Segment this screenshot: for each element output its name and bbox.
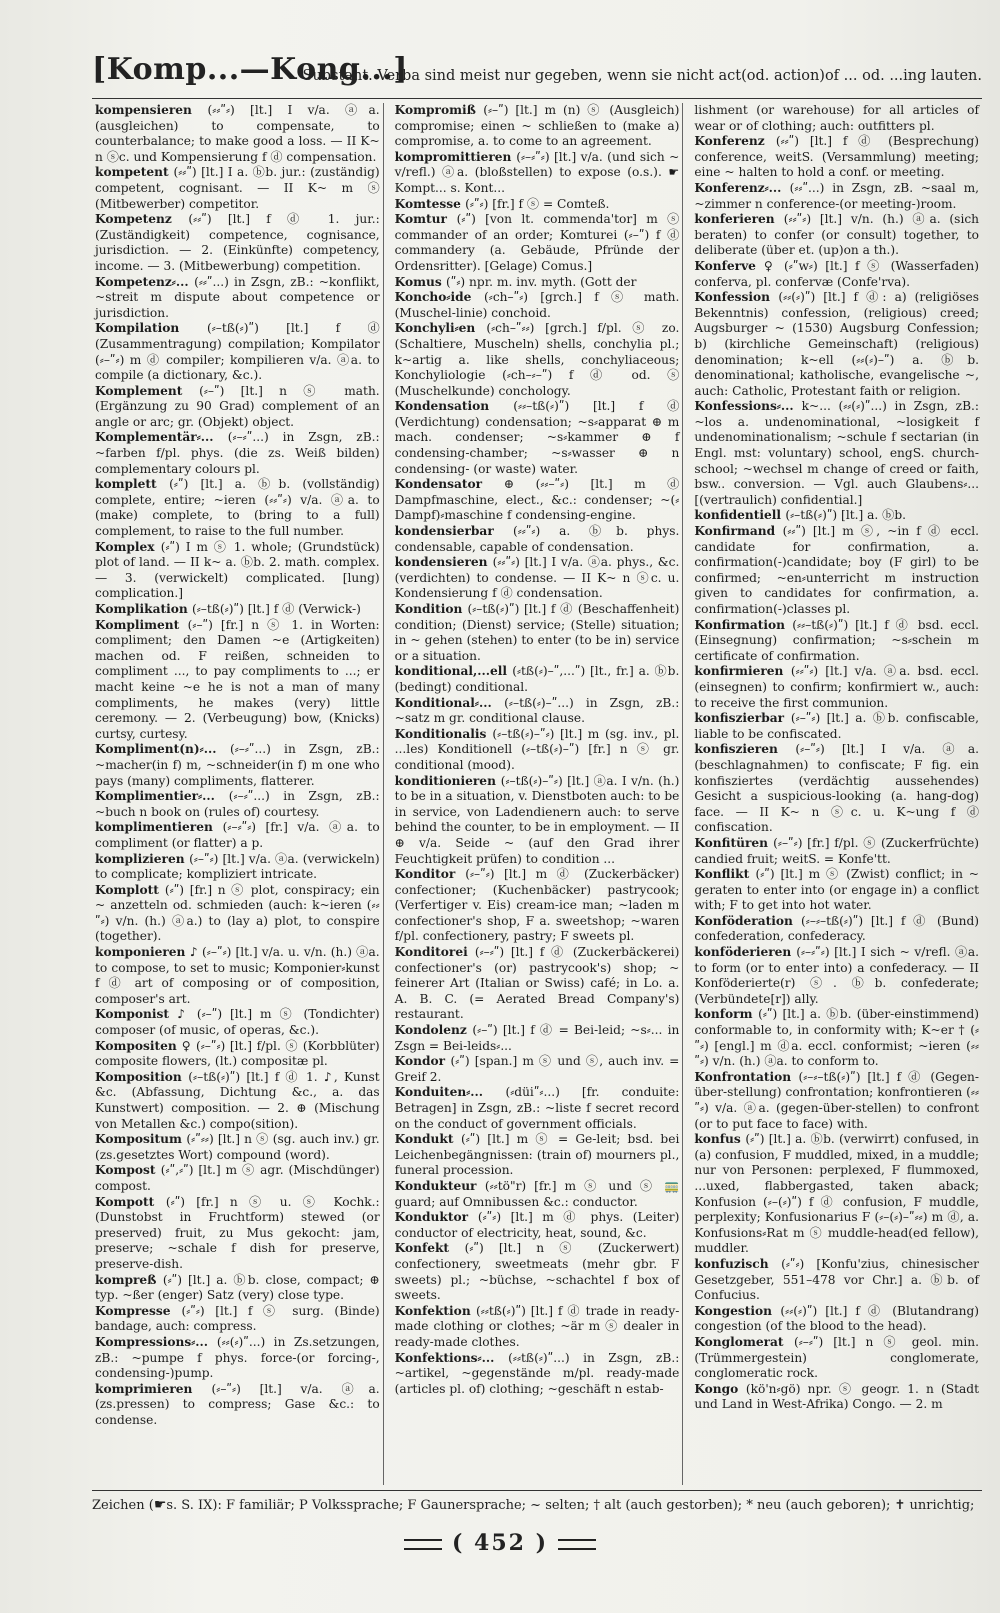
dictionary-entry — [395, 945, 680, 1023]
entry-headword: Kondition — [394, 602, 463, 616]
dictionary-entry — [95, 384, 380, 431]
dictionary-entry — [395, 1304, 680, 1351]
dictionary-entry — [395, 1132, 680, 1179]
entry-definition: (⸗düiʺ⸗...) [fr. conduite: Betragen] in Zsgn, zB.: ~liste f secret record on the conduct of government officials. — [394, 1085, 680, 1131]
entry-headword: Kompott — [95, 1194, 155, 1209]
entry-headword: konföderieren — [694, 945, 792, 960]
entry-headword: Kondukteur — [394, 1178, 477, 1193]
entry-headword: Kompilation — [95, 321, 180, 336]
entry-headword: Konditional⸗... — [394, 695, 492, 710]
entry-definition: (⸗⸗ʺ⸗) [lt.] I v/a. ⓐa. (ausgleichen) to compensate, to counterbalance; to make good a loss. — II K~ n ⓢc. und Kompensierung f ⓓ compensation. — [95, 103, 380, 164]
dictionary-entry — [694, 103, 979, 134]
dictionary-entry — [395, 867, 680, 945]
entry-headword: komprimieren — [95, 1381, 193, 1396]
entry-definition: (⸗ʺ) [lt.] m ⓢ = Ge-leit; bsd. bei Leichenbegängnissen: (train of) mourners pl., funeral procession. — [394, 1132, 680, 1178]
dictionary-entry — [694, 1132, 979, 1257]
entry-headword: Kompost — [95, 1163, 156, 1178]
entry-definition: (⸗⸗(⸗)ʺ) [lt.] f ⓓ (Blutandrang) congestion (of the blood to the head). — [694, 1303, 980, 1334]
entry-definition: (⸗–tß(⸗)ʺ) [lt.] f ⓓ (Zusammentragung) compilation; Kompilator (⸗–ʺ⸗) m ⓓ compiler; kompilieren v/a. ⓐa. to compile (a dictionary, &c.). — [95, 321, 380, 383]
entry-headword: konform — [694, 1007, 753, 1022]
dictionary-entry — [395, 290, 680, 321]
entry-headword: komponieren — [95, 945, 186, 960]
dictionary-entry — [395, 1054, 680, 1085]
page-number-ornament-right — [558, 1539, 596, 1550]
dictionary-entry — [395, 275, 680, 291]
entry-definition: (⸗ʺ) [lt.] a. ⓑb. close, compact; ⊕ typ. ~ßer (enger) Satz (very) close type. — [95, 1272, 380, 1303]
page-number-block — [0, 1530, 1000, 1556]
entry-headword: kompreß — [95, 1272, 157, 1287]
entry-definition: (⸗⸗ʺ⸗) [lt.] v/a. ⓐa. bsd. eccl. (einsegnen) to confirm; konfirmiert w., auch: to receive the first communion. — [694, 664, 980, 710]
dictionary-entry — [694, 181, 979, 212]
entry-headword: Kompliment(n)⸗... — [95, 742, 217, 757]
dictionary-entry — [395, 321, 680, 399]
entry-definition: (⸗–tß(⸗)ʺ) [lt.] f ⓓ (Beschaffenheit) condition; (Dienst) service; (Stelle) situation; in ~ gehen (stehen) to enter (to be in) service or a situation. — [394, 602, 680, 663]
entry-headword: konfidentiell — [694, 508, 782, 523]
dictionary-entry — [95, 1007, 380, 1038]
entry-headword: Kompetenz — [95, 212, 172, 227]
dictionary-entry — [694, 1070, 979, 1132]
entry-definition: (⸗–tß(⸗)–ʺ⸗) [lt.] ⓐa. I v/n. (h.) to be in a situation, v. Dienstboten auch: to be in service, von Ladendienern auch: to serve behind the counter, to be in employment. — II ⊕ v/a. Seide ~ (auf den Grad ihrer Feuchtigkeit prüfen) to condition ... — [394, 773, 680, 866]
entry-headword: konditional,...ell — [394, 664, 508, 679]
entry-headword: Konfirmation — [694, 617, 785, 632]
entry-headword: Konföderation — [694, 913, 793, 928]
entry-headword: Konferenz⸗... — [694, 180, 782, 195]
entry-definition: (⸗⸗ʺ) [lt.] f ⓓ 1. jur.: (Zuständigkeit) competence, cognisance, jurisdiction. — 2. (Einkünfte) competency, income. — 3. (Mitbewerbung) competition. — [95, 212, 380, 273]
entry-definition: (⸗–⸗–tß(⸗)ʺ) [lt.] f ⓓ (Gegen-über-stellung) confrontation; konfrontieren (⸗⸗ʺ⸗) v/a. ⓐa. (gegen-über-stellen) to confront (or to put face to face) with. — [694, 1069, 980, 1131]
dictionary-entry — [694, 1007, 979, 1069]
dictionary-entry — [694, 399, 979, 508]
entry-headword: Komplimentier⸗... — [95, 789, 215, 804]
entry-headword: kompromittieren — [394, 149, 512, 164]
column-right — [691, 103, 982, 1485]
dictionary-entry — [395, 197, 680, 213]
entry-definition: (⸗⸗tß(⸗)ʺ...) in Zsgn, zB.: ~artikel, ~gegenstände m/pl. ready-made (articles pl. of) clothing; ~geschäft n estab- — [394, 1350, 680, 1396]
dictionary-entry — [694, 524, 979, 618]
entry-headword: Komus — [394, 274, 442, 289]
dictionary-entry — [95, 1304, 380, 1335]
entry-headword: Kondensator — [394, 477, 483, 492]
entry-definition: (⸗–ʺ⸗) [fr.] f/pl. ⓢ (Zuckerfrüchte) candied fruit; weitS. = Konfe'tt. — [694, 835, 980, 866]
dictionary-entry — [95, 1039, 380, 1070]
dictionary-entry — [694, 508, 979, 524]
entry-headword: Konditor — [394, 867, 456, 882]
entry-definition: (⸗⸗ʺ...) in Zsgn, zB.: ~konflikt, ~streit m dispute about competence or jurisdiction. — [95, 274, 380, 320]
entry-definition: lishment (or warehouse) for all articles of wear or of clothing; auch: outfitters pl. — [694, 103, 980, 133]
entry-headword: Komtur — [394, 212, 447, 227]
entry-definition: (⸗–⸗ʺ) [lt.] f ⓓ (Zuckerbäckerei) confectioner's (or) pastrycook's) shop; ~ feinerer Art (Italian or Swiss) café; in Lo. a. A. B. C. (= Aerated Bread Company's) restaurant. — [394, 945, 680, 1022]
entry-definition: (⸗ʺ) [lt.] a. ⓑb. (verwirrt) confused, in (a) confusion, F muddled, mixed, in a muddle; nur von Personen: perplexed, F flummoxed, ...uxed, flabbergasted, taken aback; Konfusion (⸗–(⸗)ʺ) f ⓓ confusion, F muddle, perplexity; Konfusionarius F (⸗–(⸗)–ʺ⸗⸗) m ⓓ, a. Konfusions⸗Rat m ⓢ muddle-head(ed fellow), muddler. — [694, 1132, 980, 1256]
footer-divider — [92, 1490, 982, 1491]
entry-definition: (⸗ʺ,⸗ʺ) [lt.] m ⓢ agr. (Mischdünger) compost. — [95, 1163, 380, 1193]
entry-definition: (⸗ʺ) [fr.] n ⓢ plot, conspiracy; ein ~ anzetteln od. schmieden (auch: k~ieren (⸗⸗ʺ⸗) v/n. (h.) ⓐa.) to (lay a) plot, to conspire (together). — [95, 882, 380, 944]
dictionary-entry — [95, 1335, 380, 1382]
entry-headword: Konditorei — [394, 945, 468, 960]
entry-definition: (⸗–ʺ) [lt.] f ⓓ = Bei-leid; ~s⸗... in Zsgn = Bei-leids⸗... — [394, 1023, 680, 1053]
entry-definition: (⸗–⸗ʺ...) in Zsgn, zB.: ~macher(in f) m, ~schneider(in f) m one who pays (many) compliments, flatterer. — [95, 742, 380, 788]
entry-headword: Konduiten⸗... — [394, 1085, 484, 1100]
entry-headword: Kongestion — [694, 1303, 773, 1318]
entry-definition: ♀ (⸗ʺw⸗) [lt.] f ⓢ (Wasserfaden) conferva, pl. confervæ (Confe'rva). — [694, 258, 980, 289]
dictionary-entry — [95, 212, 380, 274]
entry-headword: Konfessions⸗... — [694, 399, 794, 414]
entry-definition: (⸗⸗ʺ...) in Zsgn, zB. ~saal m, ~zimmer n conference-(or meeting-)room. — [694, 180, 979, 211]
entry-headword: komplizieren — [95, 851, 185, 866]
dictionary-entry — [395, 103, 680, 150]
dictionary-entry — [395, 1351, 680, 1398]
dictionary-entry — [95, 852, 380, 883]
column-middle — [392, 103, 684, 1485]
entry-definition: (⸗–tß(⸗)–ʺ⸗) [lt.] m (sg. inv., pl. ...les) Konditionell (⸗–tß(⸗)–ʺ) [fr.] n ⓢ gr. conditional (mood). — [394, 726, 680, 772]
dictionary-entry — [694, 664, 979, 711]
dictionary-entry — [694, 1304, 979, 1335]
entry-definition: (⸗⸗–tß(⸗)ʺ) [lt.] f ⓓ bsd. eccl. (Einsegnung) confirmation; ~s⸗schein m certificate of confirmation. — [694, 617, 980, 663]
entry-headword: Konfektion — [394, 1303, 471, 1318]
entry-headword: Konferenz — [694, 134, 765, 149]
entry-headword: komplett — [95, 477, 157, 492]
dictionary-entry — [95, 1070, 380, 1132]
dictionary-entry — [95, 742, 380, 789]
dictionary-entry — [95, 275, 380, 322]
dictionary-entry — [95, 477, 380, 539]
entry-headword: Konfirmand — [694, 524, 776, 539]
dictionary-entry — [694, 134, 979, 181]
entry-definition: (⸗ʺ) [von lt. commenda'tor] m ⓢ commander of an order; Komturei (⸗–ʺ) f ⓓ commandery (a. Gebäude, Pfründe der Ordensritter). [Gelage) Comus.] — [394, 212, 680, 273]
entry-headword: kompensieren — [95, 103, 192, 117]
entry-definition: (⸗⸗ʺ⸗) a. ⓑb. phys. condensable, capable of condensation. — [394, 524, 680, 554]
entry-definition: (⸗ch–ʺ⸗) [grch.] f ⓢ math. (Muschel-linie) conchoid. — [394, 290, 680, 320]
dictionary-entry — [95, 945, 380, 1007]
dictionary-entry — [694, 914, 979, 945]
dictionary-entry — [95, 883, 380, 945]
entry-definition: (⸗ʺ) [span.] m ⓢ und ⓢ, auch inv. = Greif 2. — [394, 1054, 680, 1084]
dictionary-entry — [395, 150, 680, 197]
dictionary-entry — [95, 103, 380, 165]
entry-headword: Kondukt — [394, 1132, 454, 1147]
entry-headword: Kongo — [694, 1381, 739, 1396]
entry-definition: (⸗–ʺ) [fr.] n ⓢ 1. in Worten: compliment; den Damen ~e (Artigkeiten) machen od. F reißen, schneiden to compliment ..., to pay compliments to ...; er macht keine ~e he is not a man of many compliments, he makes (very) little ceremony. — 2. (Verbeugung) bow, (Knicks) curtsy, curtesy. — [95, 617, 380, 741]
entry-headword: konfiszierbar — [694, 711, 785, 726]
dictionary-entry — [95, 820, 380, 851]
dictionary-entry — [395, 212, 680, 274]
entry-definition: (ʺ⸗) npr. m. inv. myth. (Gott der — [446, 274, 637, 289]
entry-headword: Kompressions⸗... — [95, 1334, 209, 1349]
entry-definition: (⸗ʺ⸗) [lt.] f ⓢ surg. (Binde) bandage, auch: compress. — [95, 1303, 380, 1334]
entry-headword: Komplex — [95, 539, 155, 554]
entry-definition: (⸗⸗ʺ⸗) [lt.] I v/a. ⓐa. phys., &c. (verdichten) to condense. — II K~ n ⓢc. u. Kondensierung f ⓓ condensation. — [394, 555, 680, 601]
page-number: ( 452 ) — [451, 1530, 549, 1556]
entry-headword: Komtesse — [394, 196, 461, 211]
entry-definition: (⸗–⸗ʺ⸗) [fr.] v/a. ⓐa. to compliment (or flatter) a p. — [95, 820, 380, 850]
dictionary-entry — [395, 602, 680, 664]
dictionary-entry — [694, 1335, 979, 1382]
entry-headword: komplimentieren — [95, 820, 213, 835]
dictionary-entry — [395, 1179, 680, 1210]
entry-headword: Kondensation — [394, 399, 490, 414]
entry-definition: (⸗⸗ʺ) [lt.] m ⓢ, ~in f ⓓ eccl. candidate for confirmation, a. confirmation(-)candidate; boy (F girl) to be confirmed; ~en⸗unterricht m instruction given to candidates for confirmation, a. confirmation(-)classes pl. — [694, 524, 980, 616]
dictionary-entry — [395, 555, 680, 602]
dictionary-entry — [95, 1195, 380, 1273]
entry-headword: Konfektions⸗... — [394, 1350, 495, 1365]
legend-prefix: Zeichen ( — [92, 1498, 154, 1513]
entry-definition: (⸗ʺ) [lt.] m ⓢ (Zwist) conflict; in ~ geraten to enter into (or engage in) a conflict with; F to get into hot water. — [694, 867, 980, 913]
entry-headword: Kompetenz⸗... — [95, 274, 189, 289]
entry-headword: kondensierbar — [394, 524, 494, 539]
entry-definition: (⸗ʺ) I m ⓢ 1. whole; (Grundstück) plot of land. — II k~ a. ⓑb. 2. math. complex. — 3. (verwickelt) complicated. [lung) complication.] — [95, 539, 380, 601]
legend-text: s. S. IX): F familiär; P Volkssprache; F Gaunersprache; ~ selten; † alt (auch gestorben); * neu (auch geboren); ✝ unrichtig; — [166, 1498, 975, 1513]
entry-headword: Komplikation — [95, 602, 188, 616]
entry-definition: (⸗–⸗ʺ...) in Zsgn, zB.: ~buch n book on (rules of) courtesy. — [95, 789, 380, 819]
dictionary-entry — [395, 477, 680, 524]
entry-definition: (⸗–tß(⸗)ʺ) [lt.] f ⓓ (Verwick-) — [191, 602, 361, 616]
entry-definition: (⸗–tß(⸗)ʺ) [lt.] f ⓓ 1. ♪, Kunst &c. (Abfassung, Dichtung &c., a. das Kunstwert) composition. — 2. ⊕ (Mischung von Metallen &c.) compo(sition). — [95, 1069, 380, 1131]
entry-definition: (⸗⸗–tß(⸗)ʺ) [lt.] f ⓓ (Verdichtung) condensation; ~s⸗apparat ⊕ m mach. condenser; ~s⸗kammer ⊕ f condensing-chamber; ~s⸗wasser ⊕ n condensing- (or waste) water. — [394, 399, 680, 476]
dictionary-entry — [395, 1210, 680, 1241]
dictionary-entry — [95, 1132, 380, 1163]
entry-headword: Konglomerat — [694, 1334, 784, 1349]
entry-definition: (⸗⸗ʺ⸗) [lt.] v/n. (h.) ⓐa. (sich beraten) to confer (or consult) together, to deliberate (über et. (up)on a th.). — [694, 212, 980, 258]
entry-headword: kondensieren — [394, 555, 488, 570]
entry-headword: Kompresse — [95, 1303, 171, 1318]
dictionary-entry — [694, 711, 979, 742]
dictionary-entry — [694, 867, 979, 914]
entry-headword: Konduktor — [394, 1210, 468, 1225]
entry-definition: (⸗⸗(⸗)ʺ) [lt.] f ⓓ: a) (religiöses Bekenntnis) confession, (religious) creed; Augsburger ~ (1530) Augsburg Confession; b) (kirchliche Gemeinschaft) (religious) denomination; k~ell (⸗⸗(⸗)–ʺ) a. ⓑb. denominational; katholische, evangelische ~, auch: Catholic, Protestant faith or religion. — [694, 290, 980, 398]
header-note: Substant. Verba sind meist nur gegeben, wenn sie nicht act(od. action)of ... od. ...ing lauten. — [302, 68, 982, 84]
page-title: [Komp...—Kong...] — [92, 52, 408, 87]
dictionary-entry — [95, 602, 380, 618]
entry-definition: (⸗–ʺ) [lt.] n ⓢ math. (Ergänzung zu 90 Grad) complement of an angle or arc; gr. (Objekt) object. — [95, 383, 380, 429]
dictionary-entry — [694, 945, 979, 1007]
entry-definition: (⸗ʺ) [lt.] n ⓢ (Zuckerwert) confectionery, sweetmeats (mehr gbr. F sweets) pl.; ~büchse, ~schachtel f box of sweets. — [394, 1241, 680, 1303]
dictionary-entry — [694, 742, 979, 836]
entry-headword: kompetent — [95, 165, 169, 180]
dictionary-entry — [395, 696, 680, 727]
entry-definition: (⸗ʺ) [fr.] n ⓢ u. ⓢ Kochk.: (Dunstobst in Fruchtform) stewed (or preserved) fruit, zu Mus gekocht: jam, preserve; ~schale f dish for preserve, preserve-dish. — [95, 1194, 380, 1271]
entry-definition: (⸗ʺ) [lt.] a. ⓑb. (vollständig) complete, entire; ~ieren (⸗⸗ʺ⸗) v/a. ⓐa. to (make) complete, to (bring to a full) complement, to raise to the full number. — [95, 477, 380, 539]
entry-headword: konfuzisch — [694, 1256, 769, 1271]
entry-headword: Koncho⸗ide — [394, 290, 472, 305]
entry-definition: (⸗–⸗ʺ) [lt.] n ⓢ geol. min. (Trümmergestein) conglomerate, conglomeratic rock. — [694, 1334, 980, 1381]
dictionary-entry — [95, 618, 380, 743]
entry-definition: (⸗⸗ʺ) [lt.] I a. ⓑb. jur.: (zuständig) competent, cognisant. — II K~ m ⓢ (Mitbewerber) competitor. — [95, 165, 380, 211]
dictionary-entry — [95, 789, 380, 820]
entry-definition: ♪ (⸗–ʺ⸗) [lt.] v/a. u. v/n. (h.) ⓐa. to compose, to set to music; Komponier⸗kunst f ⓓ art of composing or of composition, composer's art. — [95, 945, 380, 1006]
dictionary-entry — [395, 774, 680, 868]
entry-headword: Komplott — [95, 882, 159, 897]
dictionary-entry — [95, 165, 380, 212]
page-header — [92, 50, 982, 99]
dictionary-entry — [95, 540, 380, 602]
dictionary-entry — [95, 430, 380, 477]
entry-headword: konditionieren — [394, 773, 496, 788]
entry-headword: Komplementär⸗... — [95, 430, 214, 445]
dictionary-columns — [92, 103, 982, 1485]
dictionary-entry — [395, 1085, 680, 1132]
column-left — [92, 103, 384, 1485]
entry-headword: Komplement — [95, 383, 183, 398]
entry-definition: k~... (⸗⸗(⸗)ʺ...) in Zsgn, zB.: ~los a. undenominational, ~losigkeit f undenominationalism; ~schule f sectarian (in Engl. mst: voluntary) school, engS. church-school; ~wechsel m change of creed or faith, bsw.. conversion. — Vgl. auch Glaubens⸗... [(vertraulich) confidential.] — [694, 399, 980, 507]
entry-headword: konferieren — [694, 212, 775, 227]
entry-definition: (⸗–tß(⸗)–ʺ...) in Zsgn, zB.: ~satz m gr. conditional clause. — [394, 695, 680, 726]
dictionary-entry — [95, 1163, 380, 1194]
entry-headword: Konfitüren — [694, 835, 769, 850]
entry-headword: konfirmieren — [694, 664, 784, 679]
dictionary-entry — [694, 259, 979, 290]
entry-headword: Kondolenz — [394, 1023, 467, 1038]
dictionary-entry — [95, 1382, 380, 1429]
entry-headword: Komposition — [95, 1069, 182, 1084]
entry-headword: konfus — [694, 1132, 741, 1147]
dictionary-entry — [694, 1382, 979, 1413]
entry-definition: (⸗⸗(⸗)ʺ...) in Zs.setzungen, zB.: ~pumpe f phys. force-(or forcing-, condensing-)pump. — [95, 1334, 380, 1381]
entry-definition: (⸗ch–ʺ⸗⸗) [grch.] f/pl. ⓢ zo. (Schaltiere, Muscheln) shells, conchylia pl.; k~artig a. like shells, conchyliaceous; Konchyliologie (⸗ch–⸗–ʺ) f ⓓ od. ⓢ (Muschelkunde) conchology. — [394, 321, 680, 398]
entry-definition: (⸗–ʺ⸗) [lt.] I v/a. ⓐa. (beschlagnahmen) to confiscate; F fig. ein konfisziertes (verdächtig aussehendes) Gesicht a suspicious-looking (a. hang-dog) face. — II K~ n ⓢc. u. K~ung f ⓓ confiscation. — [694, 742, 980, 835]
dictionary-entry — [694, 212, 979, 259]
entry-definition: (⸗–ʺ⸗) [lt.] m ⓓ (Zuckerbäcker) confectioner; (Kuchenbäcker) pastrycook; (Verfertiger v. Eis) cream-ice man; ~laden m confectioner's shop, F a. sweetshop; ~waren f/pl. confectionery, pastry; F sweets pl. — [394, 867, 680, 944]
entry-definition: (⸗–⸗ʺ⸗) [lt.] I sich ~ v/refl. ⓐa. to form (or to enter into) a confederacy. — II Konföderierte(r) ⓢ. ⓑb. confederate; (Verbündete[r]) ally. — [694, 945, 980, 1006]
entry-headword: Konditionalis — [394, 726, 487, 741]
dictionary-entry — [395, 1241, 680, 1303]
entry-definition: (⸗–ʺ⸗) [lt.] v/a. ⓐa. (verwickeln) to complicate; kompliziert intricate. — [95, 851, 380, 882]
dictionary-entry — [694, 1257, 979, 1304]
entry-headword: Komponist — [95, 1007, 169, 1022]
entry-definition: (⸗ʺ⸗⸗) [lt.] n ⓢ (sg. auch inv.) gr. (zs.gesetztes Wort) compound (word). — [95, 1132, 380, 1162]
entry-headword: Konfession — [694, 290, 770, 305]
entry-definition: ♀ (⸗–ʺ⸗) [lt.] f/pl. ⓢ (Korbblüter) composite flowers, (lt.) compositæ pl. — [95, 1038, 380, 1069]
dictionary-entry — [395, 664, 680, 695]
entry-headword: Konflikt — [694, 867, 750, 882]
entry-definition: ♪ (⸗–ʺ) [lt.] m ⓢ (Tondichter) composer (of music, of operas, &c.). — [95, 1007, 380, 1038]
entry-headword: Konchyli⸗en — [394, 321, 476, 336]
entry-headword: Kompliment — [95, 617, 180, 632]
entry-definition: (⸗ʺ) [lt.] a. ⓑb. (über-einstimmend) conformable to, in conformity with; K~er † (⸗ʺ⸗) [engl.] m ⓓa. eccl. conformist; ~ieren (⸗⸗ʺ⸗) v/n. (h.) ⓐa. to conform to. — [694, 1007, 980, 1069]
dictionary-entry — [395, 524, 680, 555]
entry-definition: (⸗–ʺ⸗) [lt.] a. ⓑb. confiscable, liable to be confiscated. — [694, 711, 980, 741]
entry-headword: Konferve — [694, 258, 756, 273]
entry-definition: (⸗–ʺ⸗) [lt.] v/a. ⓐa. (zs.pressen) to compress; Gase &c.: to condense. — [95, 1381, 380, 1427]
entry-definition: ⊕ (⸗⸗–ʺ⸗) [lt.] m ⓓ Dampfmaschine, elect., &c.: condenser; ~(⸗Dampf)⸗maschine f condensing-engine. — [394, 477, 680, 523]
entry-definition: (⸗tß(⸗)–ʺ,...ʺ) [lt., fr.] a. ⓑb. (bedingt) conditional. — [394, 664, 680, 694]
dictionary-entry — [395, 1023, 680, 1054]
entry-headword: Kompositen — [95, 1038, 177, 1053]
entry-headword: konfiszieren — [694, 742, 778, 757]
entry-definition: (⸗–ʺ) [lt.] m (n) ⓢ (Ausgleich) compromise; einen ~ schließen to (make a) compromise, a. to come to an agreement. — [394, 103, 680, 149]
entry-definition: (⸗⸗tß(⸗)ʺ) [lt.] f ⓓ trade in ready-made clothing or clothes; ~är m ⓢ dealer in ready-made clothes. — [394, 1303, 680, 1349]
entry-headword: Kompositum — [95, 1132, 182, 1147]
entry-definition: (⸗ʺ⸗) [fr.] f ⓢ = Comteß. — [465, 196, 610, 211]
entry-definition: (⸗–⸗–tß(⸗)ʺ) [lt.] f ⓓ (Bund) confederation, confederacy. — [694, 913, 980, 944]
entry-definition: (⸗⸗ʺ) [lt.] f ⓓ (Besprechung) conference, weitS. (Versammlung) meeting; eine ~ halten to hold a conf. or meeting. — [694, 134, 980, 180]
pointing-hand-icon: ☛ — [153, 1497, 167, 1513]
dictionary-entry — [95, 1273, 380, 1304]
entry-definition: (⸗–tß(⸗)ʺ) [lt.] a. ⓑb. — [785, 508, 906, 523]
entry-definition: (⸗–⸗ʺ⸗) [lt.] v/a. (und sich ~ v/refl.) ⓐa. (bloßstellen) to expose (o.s.). ☛ Kompt... s. Kont... — [394, 149, 680, 195]
page-number-ornament-left — [404, 1539, 442, 1550]
dictionary-entry — [694, 836, 979, 867]
entry-headword: Konfekt — [394, 1241, 450, 1256]
entry-headword: Kondor — [394, 1054, 446, 1069]
entry-definition: (⸗⸗tö"r) [fr.] m ⓢ und ⓢ 🚃 guard; auf Omnibussen &c.: conductor. — [394, 1178, 680, 1209]
entry-headword: Kompromiß — [394, 103, 476, 117]
dictionary-entry — [395, 399, 680, 477]
entry-headword: Konfrontation — [694, 1069, 792, 1084]
dictionary-entry — [694, 290, 979, 399]
dictionary-entry — [395, 727, 680, 774]
dictionary-entry — [95, 321, 380, 383]
footer-legend — [92, 1497, 982, 1513]
entry-definition: (kö'n⸗gö) npr. ⓢ geogr. 1. n (Stadt und Land in West-Afrika) Congo. — 2. m — [694, 1381, 980, 1412]
entry-definition: (⸗–⸗ʺ...) in Zsgn, zB.: ~farben f/pl. phys. (die zs. Weiß bilden) complementary colours pl. — [95, 430, 380, 476]
dictionary-entry — [694, 618, 979, 665]
entry-definition: (⸗ʺ⸗) [Konfu'zius, chinesischer Gesetzgeber, 551–478 vor Chr.] a. ⓑb. of Confucius. — [694, 1256, 980, 1303]
entry-definition: (⸗ʺ⸗) [lt.] m ⓓ phys. (Leiter) conductor of electricity, heat, sound, &c. — [394, 1210, 680, 1240]
